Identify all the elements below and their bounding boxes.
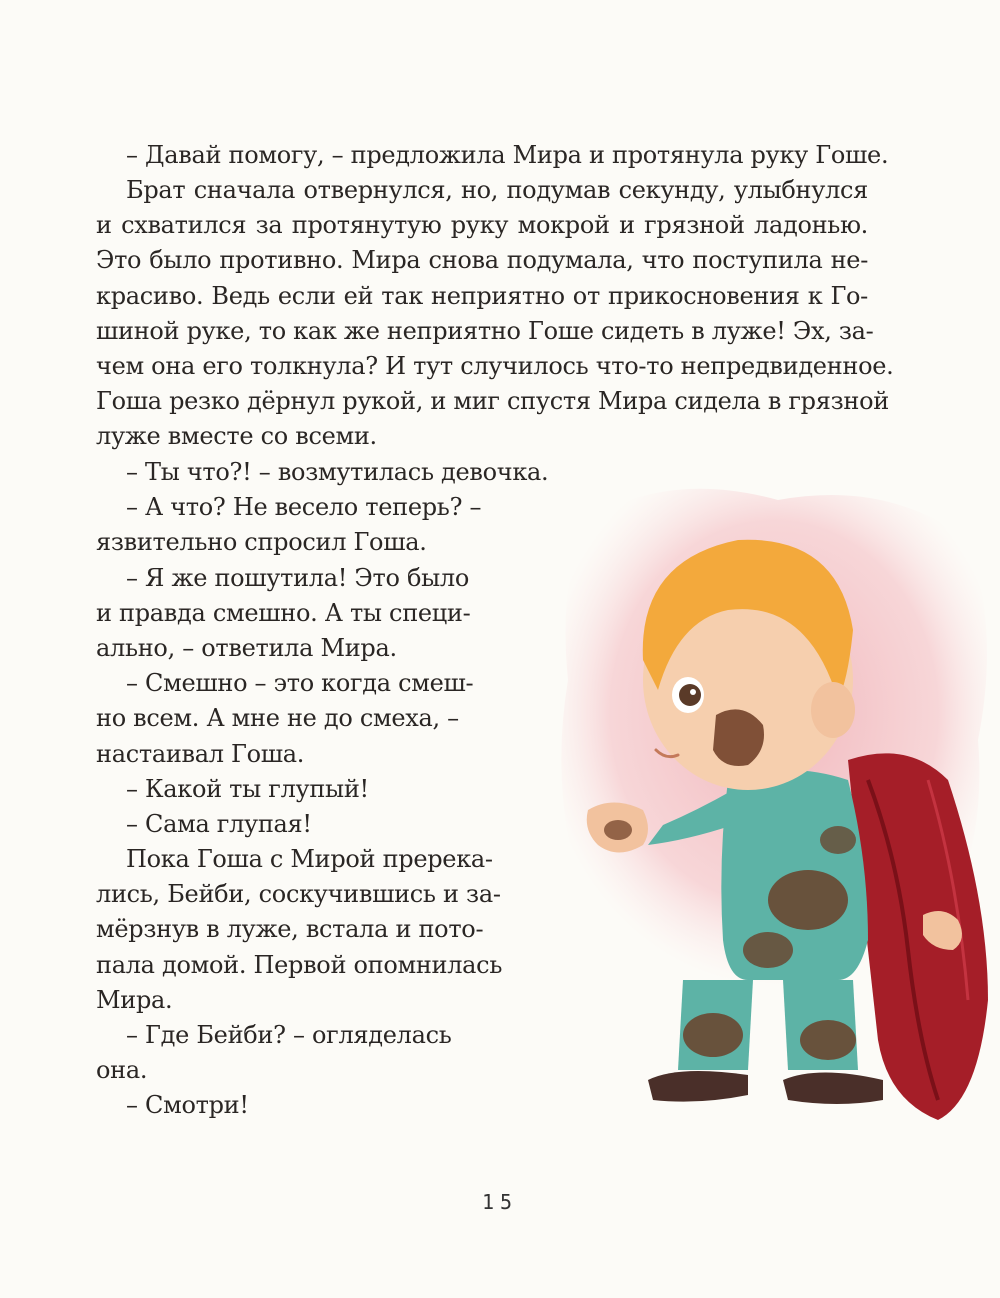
text-line: – Смешно – это когда смеш- — [126, 669, 474, 698]
dialog-block — [96, 455, 556, 1124]
text-line: Гоша резко дёрнул рукой, и миг спустя Мира сидела в грязной — [96, 387, 889, 416]
text-line: красиво. Ведь если ей так неприятно от прикосновения к Го- — [96, 281, 868, 310]
text-line: пала домой. Первой опомнилась — [96, 950, 503, 979]
text-line: – Смотри! — [126, 1091, 249, 1120]
text-line: – Какой ты глупый! — [126, 774, 369, 803]
text-line: лись, Бейби, соскучившись и за- — [96, 880, 501, 909]
text-line: она. — [96, 1056, 148, 1085]
text-line: язвительно спросил Гоша. — [96, 528, 427, 557]
text-line: настаивал Гоша. — [96, 739, 305, 768]
text-line: – Где Бейби? – огляделась — [126, 1021, 452, 1049]
text-line: – Я же пошутила! Это было — [126, 563, 469, 592]
paragraph — [96, 138, 889, 173]
text-line: Брат сначала отвернулся, но, подумав секунду, улыбнулся — [126, 176, 868, 204]
text-line: Мира. — [96, 985, 173, 1014]
text-line: – Сама глупая! — [126, 809, 312, 838]
text-line: – А что? Не весело теперь? – — [126, 493, 482, 522]
head — [643, 540, 855, 790]
page-number: 15 — [481, 1190, 519, 1214]
text-line: ально, – ответила Мира. — [96, 633, 397, 662]
paragraph — [96, 173, 894, 455]
boy-illustration — [548, 480, 1000, 1140]
text-line: чем она его толкнула? И тут случилось что-то непредвиденное. — [96, 351, 894, 380]
text-line: шиной руке, то как же неприятно Гоше сидеть в луже! Эх, за- — [96, 316, 874, 345]
text-line: луже вместе со всеми. — [96, 422, 377, 451]
text-line: Это было противно. Мира снова подумала, что поступила не- — [96, 246, 868, 275]
text-line: мёрзнув в луже, встала и пото- — [96, 915, 484, 944]
text-line: – Ты что?! – возмутилась девочка. — [126, 458, 549, 486]
text-line: и правда смешно. А ты специ- — [96, 598, 471, 627]
text-line: и схватился за протянутую руку мокрой и грязной ладонью. — [96, 211, 868, 240]
text-line: – Давай помогу, – предложила Мира и протянула руку Гоше. — [126, 141, 889, 169]
legs — [648, 980, 883, 1104]
text-line: Пока Гоша с Мирой пререка- — [126, 845, 493, 874]
text-line: но всем. А мне не до смеха, – — [96, 704, 459, 733]
